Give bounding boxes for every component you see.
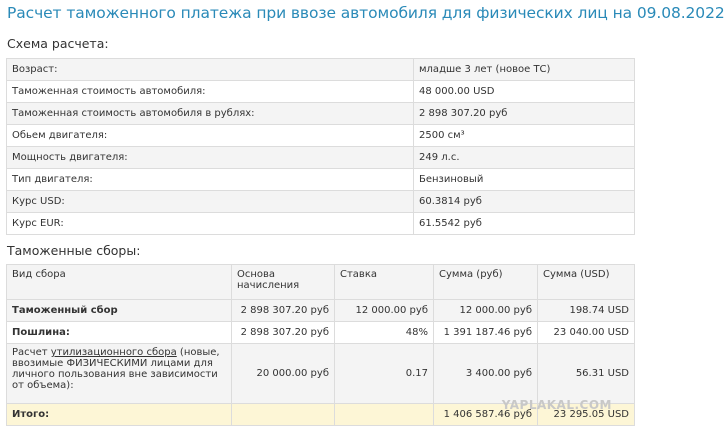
table-row — [7, 213, 635, 235]
watermark-logo: YAPLAKAL.COM — [501, 398, 612, 412]
col-header-sum-rub: Сумма (руб) — [434, 265, 538, 300]
fee-base: 20 000.00 руб — [232, 344, 335, 404]
col-header-type: Вид сбора — [7, 265, 232, 300]
fee-name-prefix: Расчет — [12, 347, 51, 358]
row-label: Тип двигателя: — [7, 169, 414, 191]
fee-sum-usd: 198.74 USD — [538, 300, 635, 322]
total-sum-rub: 1 406 587.46 руб — [434, 404, 538, 426]
fee-sum-rub: 12 000.00 руб — [434, 300, 538, 322]
fee-sum-usd: 56.31 USD — [538, 344, 635, 404]
row-value: 2 898 307.20 руб — [414, 103, 635, 125]
row-value: 2500 см³ — [414, 125, 635, 147]
fee-rate: 48% — [335, 322, 434, 344]
table-row — [7, 147, 635, 169]
row-label: Таможенная стоимость автомобиля: — [7, 81, 414, 103]
row-label: Мощность двигателя: — [7, 147, 414, 169]
row-value: Бензиновый — [414, 169, 635, 191]
fee-name: Пошлина: — [7, 322, 232, 344]
col-header-sum-usd: Сумма (USD) — [538, 265, 635, 300]
row-label: Курс EUR: — [7, 213, 414, 235]
total-empty-cell — [232, 404, 335, 426]
table-header-row — [7, 265, 635, 300]
table-row — [7, 103, 635, 125]
fee-base: 2 898 307.20 руб — [232, 300, 335, 322]
total-label: Итого: — [7, 404, 232, 426]
table-row — [7, 125, 635, 147]
row-label: Курс USD: — [7, 191, 414, 213]
page-title: Расчет таможенного платежа при ввозе автомобиля для физических лиц на 09.08.2022 — [7, 4, 725, 22]
table-row — [7, 59, 635, 81]
recycling-fee-link[interactable]: утилизационного сбора — [50, 347, 177, 358]
fee-sum-rub: 1 391 187.46 руб — [434, 322, 538, 344]
scheme-table — [6, 58, 635, 235]
fee-sum-usd: 23 040.00 USD — [538, 322, 635, 344]
table-row — [7, 344, 635, 404]
table-row — [7, 81, 635, 103]
table-row — [7, 300, 635, 322]
col-header-rate: Ставка — [335, 265, 434, 300]
col-header-base: Основа начисления — [232, 265, 335, 300]
row-label: Возраст: — [7, 59, 414, 81]
table-row — [7, 322, 635, 344]
fees-heading: Таможенные сборы: — [7, 243, 141, 258]
table-row — [7, 169, 635, 191]
table-row — [7, 191, 635, 213]
total-sum-usd: 23 295.05 USD — [538, 404, 635, 426]
fee-rate: 0.17 — [335, 344, 434, 404]
row-value: 249 л.с. — [414, 147, 635, 169]
row-label: Таможенная стоимость автомобиля в рублях: — [7, 103, 414, 125]
row-value: 60.3814 руб — [414, 191, 635, 213]
scheme-heading: Схема расчета: — [7, 36, 109, 51]
total-empty-cell — [335, 404, 434, 426]
fee-name: Таможенный сбор — [7, 300, 232, 322]
row-value: 61.5542 руб — [414, 213, 635, 235]
fee-sum-rub: 3 400.00 руб — [434, 344, 538, 404]
fee-name — [7, 344, 232, 404]
row-label: Обьем двигателя: — [7, 125, 414, 147]
fee-name-suffix: (новые, ввозимые ФИЗИЧЕСКИМИ лицами для личного пользования вне зависимости от объема): — [12, 347, 220, 391]
fee-rate: 12 000.00 руб — [335, 300, 434, 322]
row-value: 48 000.00 USD — [414, 81, 635, 103]
fee-base: 2 898 307.20 руб — [232, 322, 335, 344]
row-value: младше 3 лет (новое ТС) — [414, 59, 635, 81]
